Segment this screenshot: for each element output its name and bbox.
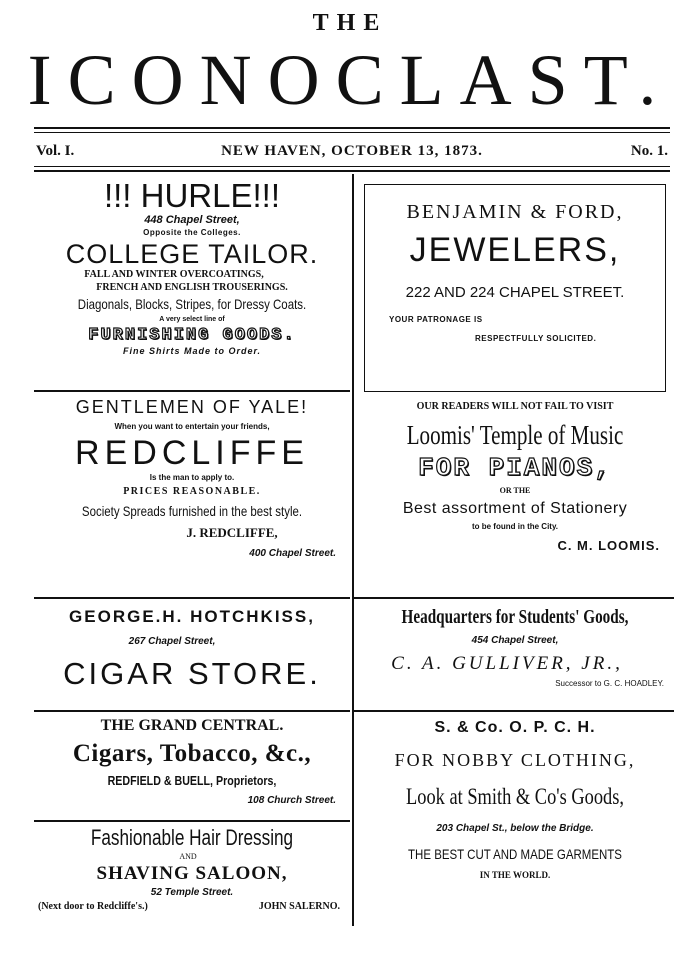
gulliver-successor: Successor to G. C. HOADLEY. <box>555 679 664 688</box>
hotchkiss-name: GEORGE.H. HOTCHKISS, <box>69 607 315 626</box>
right-column <box>356 174 674 925</box>
ad-smith <box>356 714 674 924</box>
ad-loomis <box>356 396 674 596</box>
divider-right-1 <box>354 597 674 599</box>
hurle-name: !!! HURLE!!! <box>103 177 281 214</box>
loomis-or: OR THE <box>499 486 531 495</box>
hurle-trade: COLLEGE TAILOR. <box>65 239 319 269</box>
loomis-found: to be found in the City. <box>471 522 559 531</box>
redcliffe-address: 400 Chapel Street. <box>249 548 336 559</box>
redcliffe-society: Society Spreads furnished in the best style. <box>81 503 303 519</box>
column-divider <box>352 174 354 926</box>
benjamin-trade: JEWELERS, <box>409 231 621 269</box>
redcliffe-when: When you want to entertain your friends, <box>114 422 270 431</box>
grand-central-goods: Cigars, Tobacco, &c., <box>72 740 312 767</box>
hurle-address: 448 Chapel Street, <box>144 214 240 226</box>
hurle-line3: Diagonals, Blocks, Stripes, for Dressy Coats. <box>77 296 307 312</box>
divider-right-2 <box>354 710 674 712</box>
ad-hurle <box>34 174 350 390</box>
grand-central-owners: REDFIELD & BUELL, Proprietors, <box>107 773 277 788</box>
ad-redcliffe <box>34 394 350 594</box>
left-column <box>34 174 350 925</box>
loomis-name: Loomis' Temple of Music <box>406 420 624 450</box>
redcliffe-is: Is the man to apply to. <box>149 473 235 482</box>
gulliver-address: 454 Chapel Street, <box>471 635 559 646</box>
smith-best: THE BEST CUT AND MADE GARMENTS <box>408 846 622 862</box>
date-label: NEW HAVEN, OCTOBER 13, 1873. <box>221 143 483 159</box>
volume-label: Vol. I. <box>36 143 75 159</box>
masthead-rule-bottom <box>34 170 670 172</box>
benjamin-name: BENJAMIN & FORD, <box>406 201 624 223</box>
hurle-opposite: Opposite the Colleges. <box>143 228 241 237</box>
hotchkiss-address: 267 Chapel Street, <box>128 636 216 647</box>
hurle-line2: FRENCH AND ENGLISH TROUSERINGS. <box>96 282 288 293</box>
hair-and: AND <box>179 852 197 861</box>
hurle-goods: FURNISHING GOODS. <box>88 326 296 345</box>
loomis-owner: C. M. LOOMIS. <box>557 538 660 553</box>
redcliffe-name: REDCLIFFE <box>75 434 309 472</box>
hair-line2: SHAVING SALOON, <box>96 863 288 884</box>
benjamin-patronage: YOUR PATRONAGE IS <box>389 315 483 324</box>
hair-line1: Fashionable Hair Dressing <box>90 825 294 850</box>
grand-central-name: THE GRAND CENTRAL. <box>100 717 284 734</box>
masthead-title: ICONOCLAST. <box>27 40 673 120</box>
redcliffe-heading: GENTLEMEN OF YALE! <box>75 397 309 417</box>
hair-next: (Next door to Redcliffe's.) <box>38 901 148 912</box>
hair-address: 52 Temple Street. <box>150 887 234 898</box>
smith-world: IN THE WORLD. <box>479 870 551 880</box>
divider-left-4 <box>34 820 350 822</box>
hotchkiss-trade: CIGAR STORE. <box>63 656 321 691</box>
ad-hair-dressing <box>34 824 350 934</box>
divider-left-1 <box>34 390 350 392</box>
issue-number: No. 1. <box>630 143 668 159</box>
gulliver-heading: Headquarters for Students' Goods, <box>401 606 629 628</box>
loomis-stationery: Best assortment of Stationery <box>402 500 628 517</box>
grand-central-address: 108 Church Street. <box>247 795 336 806</box>
masthead-rule-top <box>34 127 670 129</box>
ad-hotchkiss <box>34 602 350 712</box>
ad-benjamin-ford <box>364 184 666 392</box>
gulliver-name: C. A. GULLIVER, JR., <box>391 653 623 674</box>
smith-nobby: FOR NOBBY CLOTHING, <box>394 750 636 770</box>
benjamin-address: 222 AND 224 CHAPEL STREET. <box>405 284 625 301</box>
smith-address: 203 Chapel St., below the Bridge. <box>436 823 594 834</box>
smith-heading: S. & Co. O. P. C. H. <box>434 719 596 736</box>
masthead-the: THE <box>312 10 388 36</box>
hair-owner: JOHN SALERNO. <box>258 901 340 912</box>
masthead-rule-top-thin <box>34 132 670 133</box>
smith-look: Look at Smith & Co's Goods, <box>406 784 624 809</box>
hurle-shirts: Fine Shirts Made to Order. <box>122 346 262 356</box>
ad-gulliver <box>356 602 674 712</box>
loomis-visit: OUR READERS WILL NOT FAIL TO VISIT <box>416 401 614 412</box>
benjamin-solicited: RESPECTFULLY SOLICITED. <box>475 334 597 343</box>
loomis-pianos: FOR PIANOS, <box>418 453 612 483</box>
hurle-line4: A very select line of <box>159 316 225 323</box>
divider-left-3 <box>34 710 350 712</box>
ad-grand-central <box>34 714 350 822</box>
hurle-line1: FALL AND WINTER OVERCOATINGS, <box>84 269 264 280</box>
redcliffe-owner: J. REDCLIFFE, <box>186 525 278 540</box>
redcliffe-prices: PRICES REASONABLE. <box>123 486 261 497</box>
divider-left-2 <box>34 597 350 599</box>
masthead-rule-bottom-thin <box>34 166 670 167</box>
